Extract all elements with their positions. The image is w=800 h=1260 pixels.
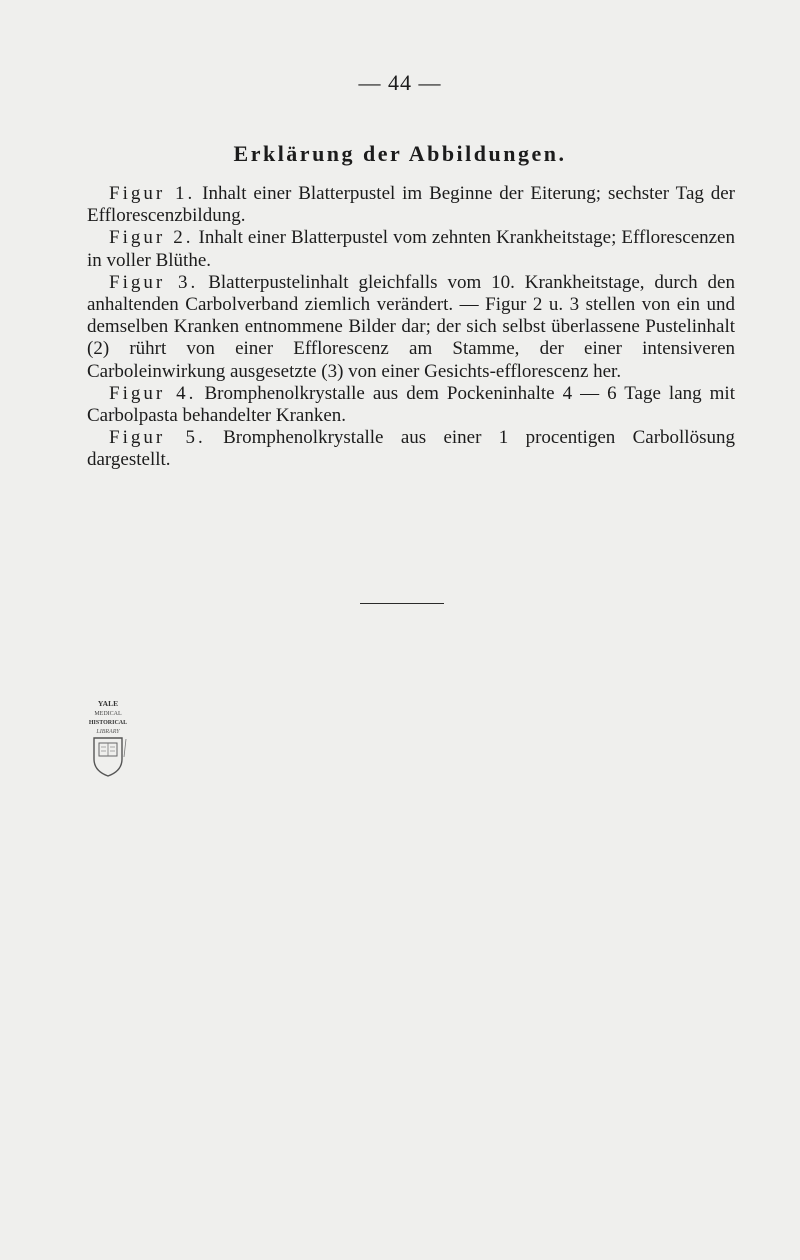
figure-5-label: Figur 5. xyxy=(109,427,206,449)
figure-5-paragraph xyxy=(87,427,735,471)
figure-3-label: Figur 3. xyxy=(109,271,199,293)
library-stamp xyxy=(86,697,146,777)
figure-1-text: Inhalt einer Blatterpustel im Beginne der Eiterung; sechster Tag der Efflorescenzbildung. xyxy=(87,183,735,227)
figure-1-paragraph xyxy=(87,183,735,227)
section-heading: Erklärung der Abbildungen. xyxy=(233,141,567,166)
stamp-line-4: LIBRARY xyxy=(96,729,120,735)
figure-3-paragraph xyxy=(87,272,735,383)
library-shield-icon xyxy=(86,697,146,777)
figure-explanations xyxy=(87,183,735,472)
figure-4-text: Bromphenolkrystalle aus dem Pockeninhalte 4 — 6 Tage lang mit Carbolpasta behandelter Kranken. xyxy=(87,382,735,427)
figure-1-label: Figur 1. xyxy=(109,183,196,204)
stamp-line-2: MEDICAL xyxy=(94,711,122,717)
page-number: — 44 — xyxy=(358,70,442,95)
stamp-line-1: YALE xyxy=(97,699,119,708)
figure-4-paragraph xyxy=(87,383,735,427)
figure-2-text: Inhalt einer Blatterpustel vom zehnten Krankheitstage; Efflorescenzen in voller Blüthe. xyxy=(87,227,735,271)
figure-3-text: Blatterpustelinhalt gleichfalls vom 10. Krankheitstage, durch den anhaltenden Carbolverband ziemlich verändert. — Figur 2 u. 3 stellen von ein und demselben Kranken entnommene Bilder dar; der sich selbst überlassene Pustelinhalt (2) rührt von einer Efflorescenz am Stamme, der einer intensiveren Carboleinwirkung ausgesetzte (3) von einer Gesichts-efflorescenz her. xyxy=(87,271,735,382)
figure-5-text: Bromphenolkrystalle aus einer 1 procentigen Carbollösung dargestellt. xyxy=(87,427,735,471)
figure-4-label: Figur 4. xyxy=(109,382,197,404)
figure-2-paragraph xyxy=(87,227,735,271)
stamp-line-3: HISTORICAL xyxy=(88,720,128,726)
section-divider xyxy=(360,603,444,604)
figure-2-label: Figur 2. xyxy=(109,227,194,249)
